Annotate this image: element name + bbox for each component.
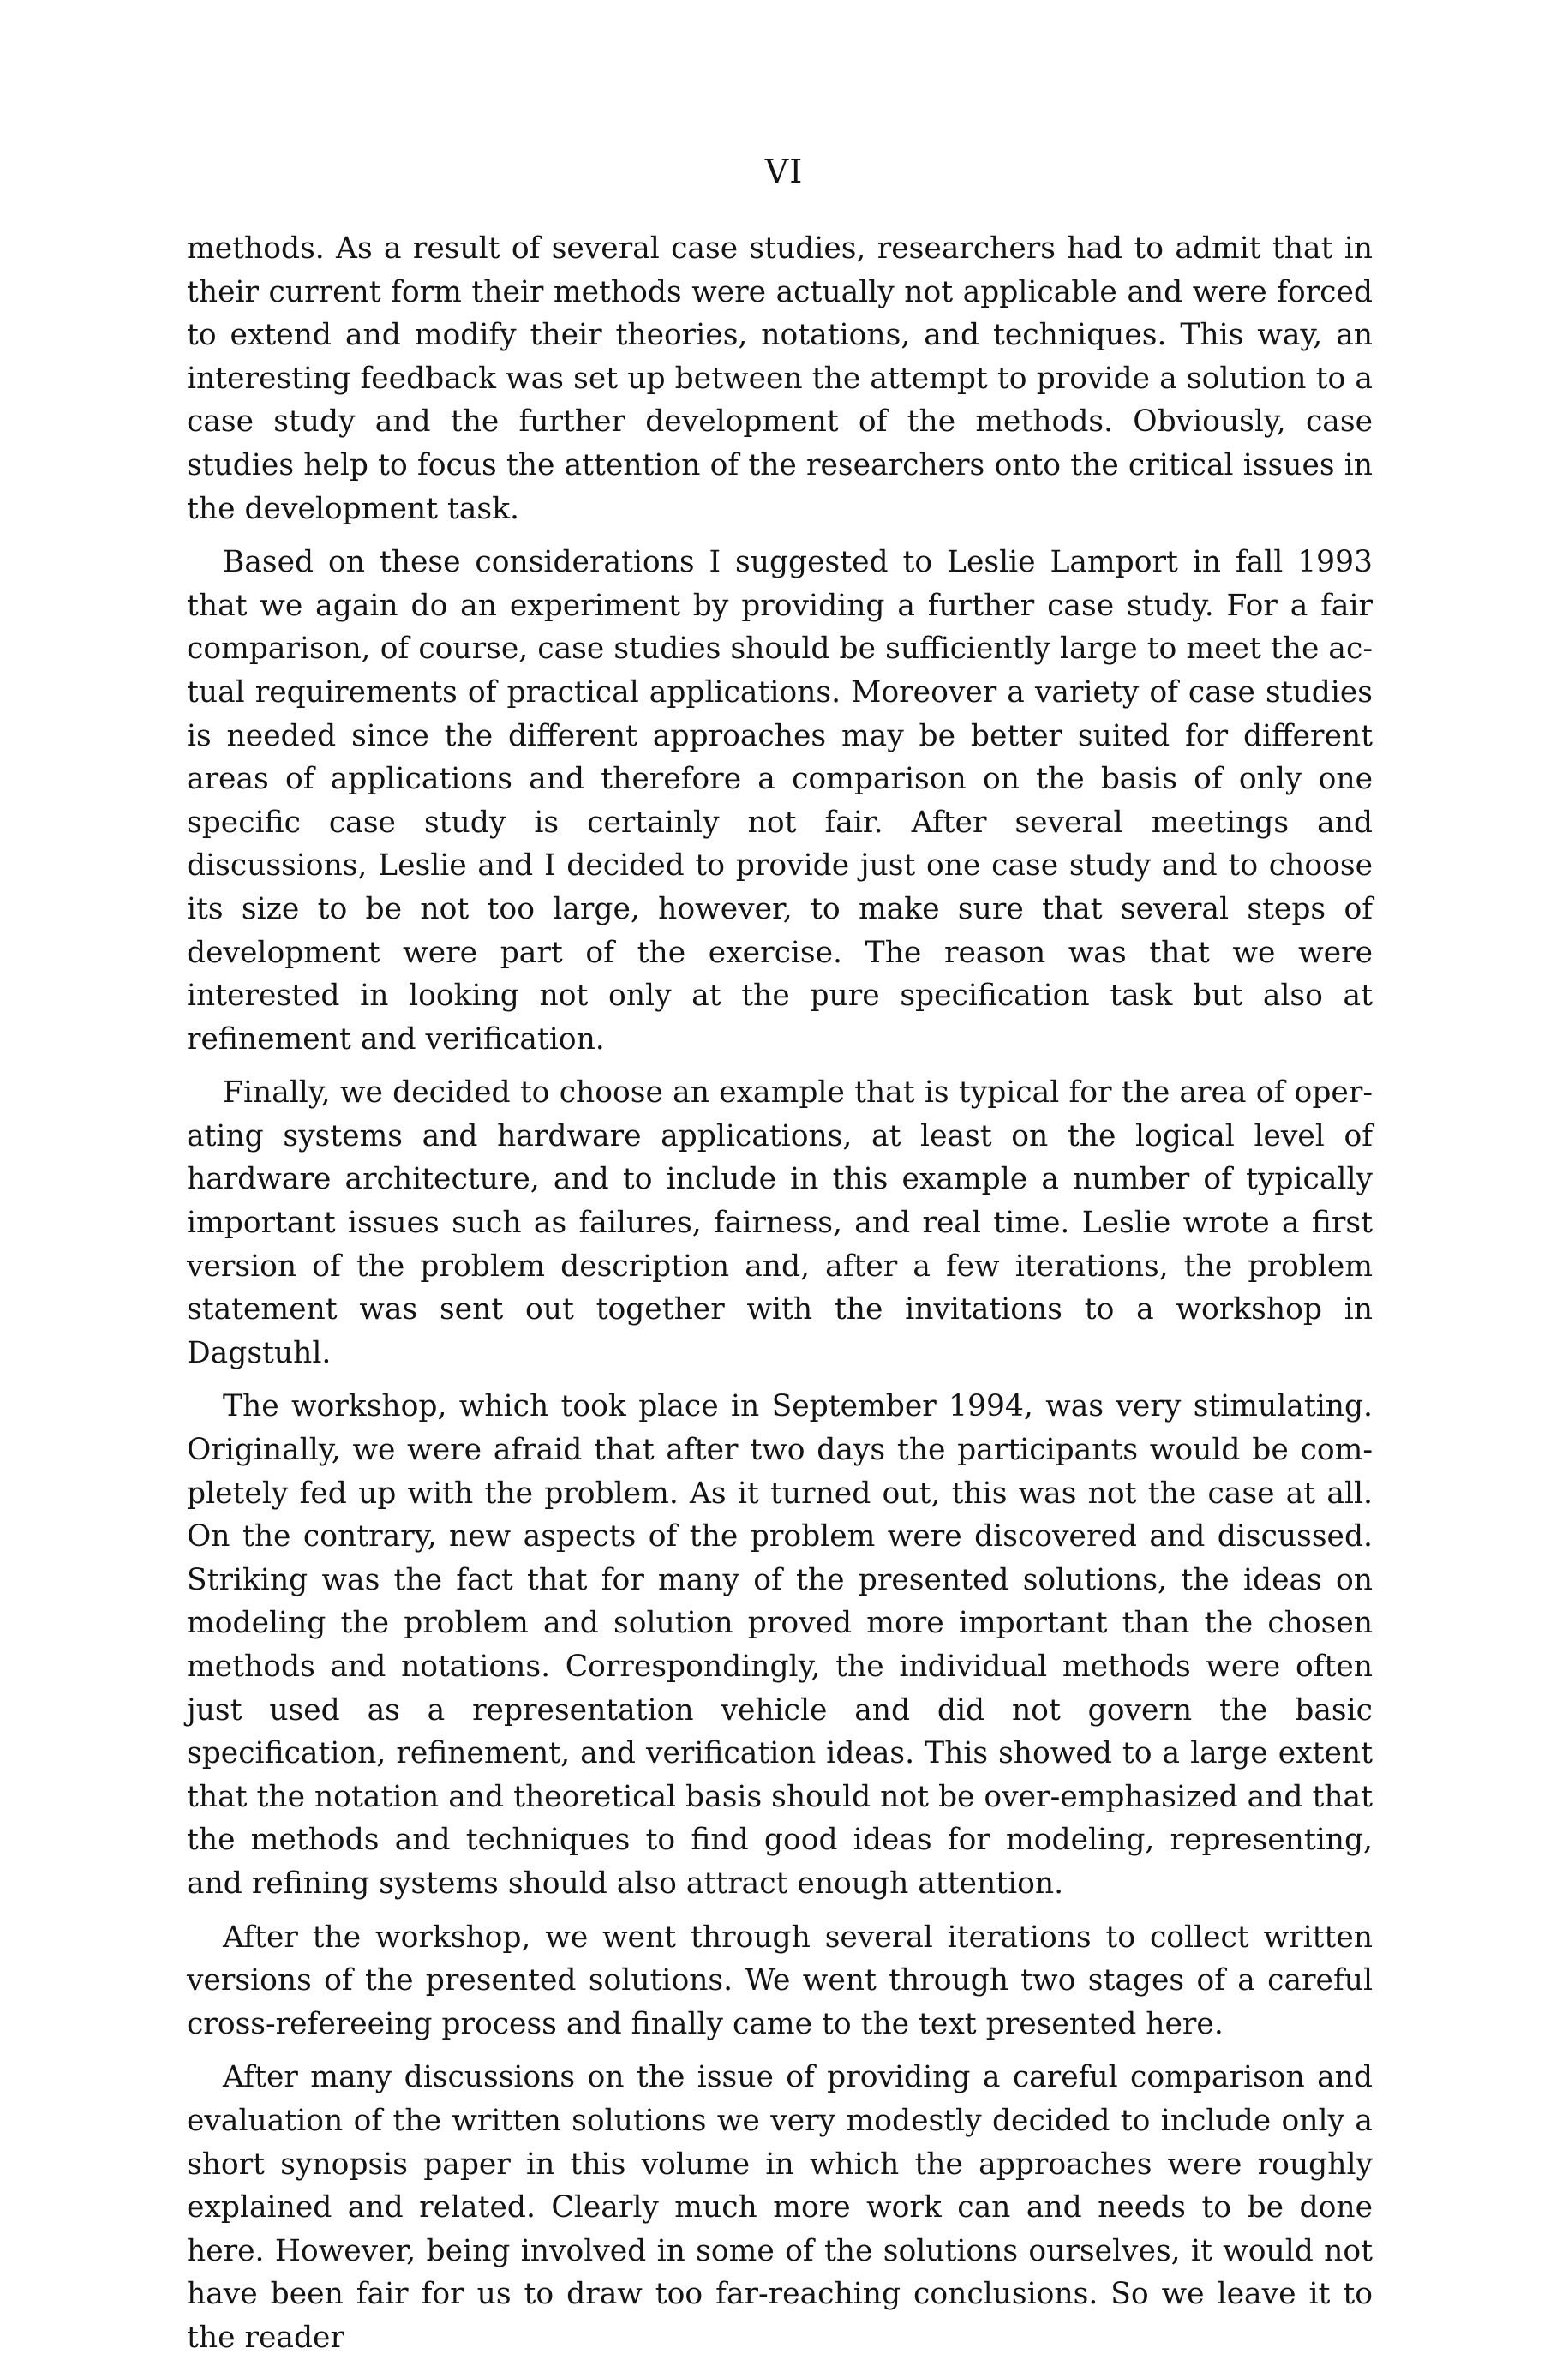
paragraph-5: After the workshop, we went through several iterations to collect written versions of the presented solutions. We went through two stages of a careful cross-refereeing process and finally came to the text presented here.	[187, 1920, 1373, 2041]
paragraph-6: After many discussions on the issue of providing a careful comparison and evaluation of the written solutions we very modestly decided to include only a short synopsis paper in this volume in which the approaches were roughly explained and related. Clearly much more work can and needs to be done here. However, being involved in some of the solutions ourselves, it would not have been fair for us to draw too far-reaching conclusions. So we leave it to the reader	[187, 2060, 1373, 2355]
body-text	[187, 227, 1373, 2370]
page-number: VI	[764, 153, 804, 190]
paragraph-1: methods. As a result of several case studies, researchers had to admit that in their current form their methods were actually not applicable and were forced to extend and modify their theories, notations, and techniques. This way, an interesting feedback was set up between the attempt to provide a solution to a case study and the further development of the methods. Obviously, case studies help to focus the attention of the researchers onto the critical issues in the development task.	[187, 231, 1373, 526]
paragraph-2: Based on these considerations I suggested to Leslie Lamport in fall 1993 that we again do an experiment by providing a further case study. For a fair comparison, of course, case studies should be sufficiently large to meet the actual requirements of practical applications. Moreover a variety of case studies is needed since the different approaches may be better suited for different areas of applications and therefore a comparison on the basis of only one specific case study is certainly not fair. After several meetings and discussions, Leslie and I decided to provide just one case study and to choose its size to be not too large, however, to make sure that several steps of development were part of the exercise. The reason was that we were interested in looking not only at the pure specification task but also at refinement and verification.	[187, 545, 1373, 1057]
paragraph-4: The workshop, which took place in September 1994, was very stimulating. Originally, we were afraid that after two days the participants would be completely fed up with the problem. As it turned out, this was not the case at all. On the contrary, new aspects of the problem were discovered and discussed. Striking was the fact that for many of the presented solutions, the ideas on modeling the problem and solution proved more important than the chosen methods and notations. Correspondingly, the individual methods were often just used as a representation vehicle and did not govern the basic specification, refinement, and verification ideas. This showed to a large extent that the notation and theoretical basis should not be over-emphasized and that the methods and techniques to find good ideas for modeling, representing, and refining systems should also attract enough attention.	[187, 1389, 1373, 1901]
paragraph-3: Finally, we decided to choose an example that is typical for the area of operating systems and hardware applications, at least on the logical level of hardware architecture, and to include in this example a number of typically important issues such as failures, fairness, and real time. Leslie wrote a first version of the problem description and, after a few iterations, the problem statement was sent out together with the invitations to a workshop in Dagstuhl.	[187, 1075, 1373, 1370]
